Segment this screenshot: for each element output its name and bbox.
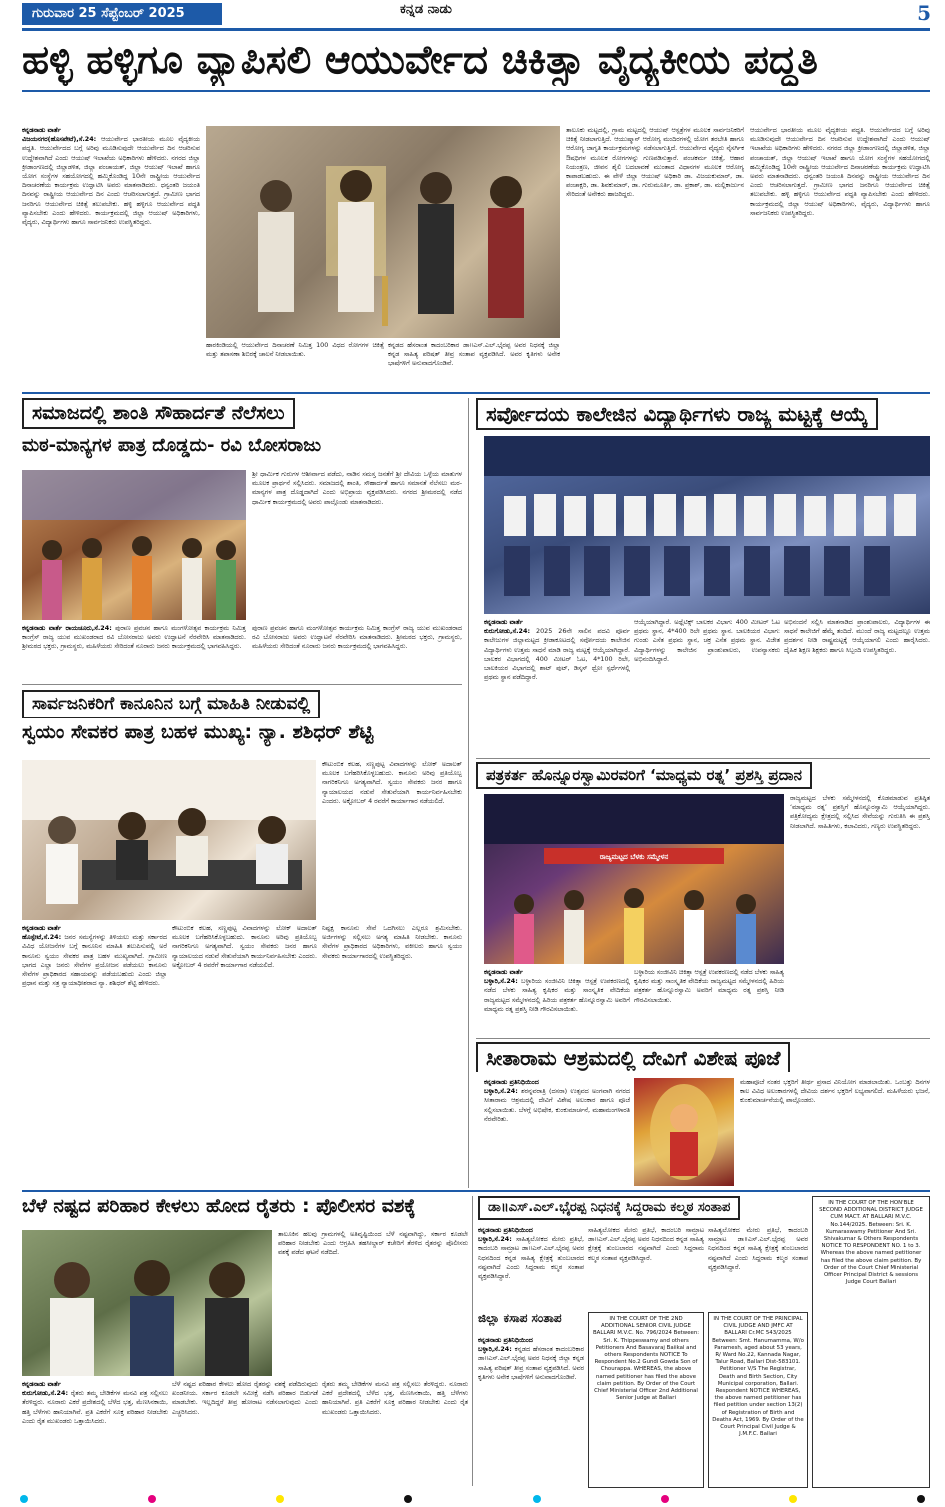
yellow-dot-icon <box>789 1495 797 1503</box>
byline: ಕನ್ನಡನಾಡು ವಾರ್ತೆ <box>484 618 523 626</box>
award-ceremony-photo-icon <box>484 794 784 964</box>
story4-headline-1: ಸಾರ್ವಜನಿಕರಿಗೆ ಕಾನೂನಿನ ಬಗ್ಗೆ ಮಾಹಿತಿ ನೀಡುವಲ್ಲಿ <box>22 690 462 718</box>
yellow-dot-icon <box>276 1495 284 1503</box>
dateline: ಹೊಸ್ಪೇಟೆ,ಸೆ.24: <box>22 933 62 942</box>
divider <box>476 758 930 759</box>
page-header <box>0 0 945 28</box>
magenta-dot-icon <box>148 1495 156 1503</box>
story2-photo <box>22 470 246 620</box>
byline: ಕನ್ನಡನಾಡು ಪ್ರತಿನಿಧಿಯಿಂದ <box>478 1226 533 1234</box>
dateline: ರಾಯಚೂರು,ಸೆ.24: <box>65 624 112 632</box>
story7-body-right: ತಾಲೂಕಿನ ಹಲವು ಗ್ರಾಮಗಳಲ್ಲಿ ಅತಿವೃಷ್ಟಿಯಿಂದ ಬೆಳೆ ನಷ್ಟವಾಗಿದ್ದು, ಸರ್ಕಾರ ಕೂಡಲೇ ಪರಿಹಾರ ನೀಡಬೇಕು ಎಂದು ಆಗ್ರಹಿಸಿ ತಹಸೀಲ್ದಾರ್ ಕಚೇರಿಗೆ ತೆರಳಿದ ರೈತರನ್ನು ಪೊಲೀಸರು ವಶಕ್ಕೆ ಪಡೆದ ಘಟನೆ ನಡೆದಿದೆ. <box>278 1230 468 1257</box>
dateline: ಬಳ್ಳಾರಿ,ಸೆ.24: <box>478 1345 512 1354</box>
divider <box>476 1038 930 1039</box>
story8-headline: ಡಾ॥ಎಸ್.ಎಲ್.ಭೈರಪ್ಪ ನಿಧನಕ್ಕೆ ಸಿದ್ದರಾಮ ಕಲ್ಮಠ ಸಂತಾಪ <box>478 1196 808 1222</box>
farmers-photo-icon <box>22 1230 272 1376</box>
story9-body: ಕನ್ನಡನಾಡು ಪ್ರತಿನಿಧಿಯಿಂದ ಬಳ್ಳಾರಿ,ಸೆ.24: ಕನ್ನಡದ ಹೆಸರಾಂತ ಕಾದಂಬರಿಕಾರ ಡಾ॥ಎಸ್.ಎಲ್.ಭೈರಪ್ಪ ಅವರ ನಿಧನಕ್ಕೆ ಜಿಲ್ಲಾ ಕನ್ನಡ ಸಾಹಿತ್ಯ ಪರಿಷತ್ ತೀವ್ರ ಸಂತಾಪ ವ್ಯಕ್ತಪಡಿಸಿದೆ. ಅವರ ಕೃತಿಗಳು ಅನೇಕ ಭಾಷೆಗಳಿಗೆ ಅನುವಾದಗೊಂಡಿವೆ. <box>478 1336 584 1381</box>
byline: ಕನ್ನಡನಾಡು ವಾರ್ತೆ <box>22 624 63 632</box>
story2-body-right-2: ಪುರಾಣ ಪ್ರವಚನ ಹಾಗೂ ಮಂಗಳೋತ್ಸವ ಕಾರ್ಯಕ್ರಮ ನಿಮಿತ್ತ ಕಾಂಗ್ರೆಸ್ ರಾಜ್ಯ ಯುವ ಮುಖಂಡರಾದ ರವಿ ಬೋಸರಾಜು ಅವರು ಉದ್ಘಾಟನೆ ನೆರವೇರಿಸಿ ಮಾತನಾಡಿದರು. ಶ್ರೀಮಠದ ಭಕ್ತರು, ಗ್ರಾಮಸ್ಥರು, ಮಹಿಳೆಯರು ಸೇರಿದಂತೆ ನೂರಾರು ಜನರು ಕಾರ್ಯಕ್ರಮದಲ್ಲಿ ಭಾಗವಹಿಸಿದ್ದರು. <box>252 624 462 651</box>
story1-caption: ಹಾರಕಿಂಡಿಯಲ್ಲಿ ಆಯುರ್ವೇದ ದಿನಾಚರಣೆ ನಿಮಿತ್ತ 100 ವಿಧದ ರೋಗಗಳ ಚಿಕಿತ್ಸೆ ಮತ್ತು ತಪಾಸಣಾ ಶಿಬಿರಕ್ಕೆ ಚಾಲನೆ ನೀಡಲಾಯಿತು. <box>206 341 384 358</box>
dateline: ವಿಜಯನಗರ(ಹೊಸಪೇಟೆ),ಸೆ.24: <box>22 135 97 144</box>
byline: ಕನ್ನಡನಾಡು ವಾರ್ತೆ <box>22 924 61 932</box>
divider <box>22 684 462 685</box>
story7-body-col3: ರೈತರು ತಮ್ಮ ಬೇಡಿಕೆಗಳ ಮನವಿ ಪತ್ರ ಸಲ್ಲಿಸಲು ತೆರಳಿದ್ದರು. ನೂರಾರು ಎಕರೆ ಪ್ರದೇಶದಲ್ಲಿ ಬೆಳೆದ ಭತ್ತ, ಮೆಣಸಿನಕಾಯಿ, ಹತ್ತಿ ಬೆಳೆಗಳು ಹಾನಿಯಾಗಿವೆ. ಪ್ರತಿ ಎಕರೆಗೆ ಸೂಕ್ತ ಪರಿಹಾರ ನೀಡಬೇಕು ಎಂದು ರೈತ ಮುಖಂಡರು ಒತ್ತಾಯಿಸಿದರು. <box>322 1380 468 1416</box>
story2-body-right: ಶ್ರೀ ಧಾರ್ಮಿಕ ಗುರುಗಳ ಆಶೀರ್ವಾದ ಪಡೆದು, ನಾಡಿನ ಸಮಸ್ತ ಜನತೆಗೆ ಶ್ರೀ ದೇವಿಯ ಒಳ್ಳೆಯ ಮಾತುಗಳ ಮೂಲಕ ಪ್ರಾರ್ಥನೆ ಸಲ್ಲಿಸಿದರು. ಸಮಾಜದಲ್ಲಿ ಶಾಂತಿ, ಸೌಹಾರ್ದತೆ ಹಾಗೂ ಸಮಾನತೆ ನೆಲೆಸಲು ಮಠ-ಮಾನ್ಯಗಳ ಪಾತ್ರ ದೊಡ್ಡದಾಗಿದೆ ಎಂದು ಅಭಿಪ್ರಾಯ ವ್ಯಕ್ತಪಡಿಸಿದರು. ನಗರದ ಶ್ರೀಮಠದಲ್ಲಿ ನಡೆದ ಧಾರ್ಮಿಕ ಕಾರ್ಯಕ್ರಮದಲ್ಲಿ ಅವರು ಪಾಲ್ಗೊಂಡು ಮಾತನಾಡಿದರು. <box>252 470 462 506</box>
masthead: ಕನ್ನಡ ನಾಡು <box>400 2 452 17</box>
court-notice-3: IN THE COURT OF THE HON'BLE SECOND ADDITIONAL DISTRICT JUDGE CUM MACT. AT BALLARI M.V.C. No.144/2025. Between: Sri. K. Kumaraswamy Petitioner And Sri. Shivakumar & Others Respondents NOTICE TO RESPONDENT NO. 1 to 3. Whereas the above named petitioner has filed the above claim petition. By Order of the Court Chief Ministerial Officer Principal District & sessions Judge Court Ballari <box>812 1196 930 1488</box>
dateline: ಬಳ್ಳಾರಿ,ಸೆ.24: <box>484 977 518 986</box>
story3-body-col2: ಆಯ್ಕೆಯಾಗಿದ್ದಾರೆ. ಅಥ್ಲೆಟಿಕ್ಸ್ ಬಾಲಕರ ವಿಭಾಗ: 400 ಮೀಟರ್ ಓಟ ಪ್ರಥಮ ಸ್ಥಾನ, 4*400 ರಿಲೇ ಪ್ರಥಮ ಸ್ಥಾನ. ಬಾಲಕಿಯರ ವಿಭಾಗ: ಗುಂಡು ಎಸೆತ ಪ್ರಥಮ ಸ್ಥಾನ, ಚಕ್ರ ಎಸೆತ ಪ್ರಥಮ ಸ್ಥಾನ. ವಿಜೇತ ವಿದ್ಯಾರ್ಥಿಗಳನ್ನು ಕಾಲೇಜಿನ ಪ್ರಾಂಶುಪಾಲರು, ಉಪನ್ಯಾಸಕರು ಅಭಿನಂದಿಸಿದ್ದಾರೆ. <box>634 618 780 663</box>
story4-body-right: ಕೌಟುಂಬಿಕ ಕಲಹ, ಸಣ್ಣಪುಟ್ಟ ವಿವಾದಗಳನ್ನು ಲೋಕ್ ಅದಾಲತ್ ಮೂಲಕ ಬಗೆಹರಿಸಿಕೊಳ್ಳಬಹುದು. ಕಾನೂನು ಅರಿವು ಪ್ರತಿಯೊಬ್ಬ ನಾಗರಿಕನಿಗೂ ಅಗತ್ಯವಾಗಿದೆ. ಸ್ವಯಂ ಸೇವಕರು ಜನರ ಹಾಗೂ ನ್ಯಾಯಾಲಯದ ನಡುವೆ ಸೇತುವೆಯಾಗಿ ಕಾರ್ಯನಿರ್ವಹಿಸಬೇಕು ಎಂದರು. ಅಕ್ಟೋಬರ್ 4 ರವರೆಗೆ ಕಾರ್ಯಾಗಾರ ನಡೆಯಲಿದೆ. <box>322 760 462 805</box>
story1-photo <box>206 126 560 338</box>
lead-headline: ಹಳ್ಳಿ ಹಳ್ಳಿಗೂ ವ್ಯಾಪಿಸಲಿ ಆಯುರ್ವೇದ ಚಿಕಿತ್ಸಾ ವೈದ್ಯಕೀಯ ಪದ್ಧತಿ <box>22 38 818 83</box>
byline: ಕನ್ನಡನಾಡು ವಾರ್ತೆ <box>22 1380 61 1388</box>
dateline: ಕುರುಗೋಡು,ಸೆ.24: <box>484 627 531 636</box>
issue-date: ಗುರುವಾರ 25 ಸೆಪ್ಟೆಂಬರ್ 2025 <box>22 3 222 25</box>
column-divider <box>472 1196 473 1486</box>
temple-gathering-photo-icon <box>22 470 246 620</box>
dateline: ಬಳ್ಳಾರಿ,ಸೆ.24: <box>478 1235 512 1244</box>
story3-body-col1: ಕನ್ನಡನಾಡು ವಾರ್ತೆ ಕುರುಗೋಡು,ಸೆ.24: 2025 26ನೇ ಸಾಲಿನ ಪದವಿ ಪೂರ್ವ ಕಾಲೇಜುಗಳ ಜಿಲ್ಲಾಮಟ್ಟದ ಕ್ರೀಡಾಕೂಟದಲ್ಲಿ ಸರ್ವೋದಯ ಕಾಲೇಜಿನ ವಿದ್ಯಾರ್ಥಿಗಳು ಉತ್ತಮ ಸಾಧನೆ ಮಾಡಿ ರಾಜ್ಯ ಮಟ್ಟಕ್ಕೆ ಆಯ್ಕೆಯಾಗಿದ್ದಾರೆ. ಬಾಲಕರ ವಿಭಾಗದಲ್ಲಿ 400 ಮೀಟರ್ ಓಟ, 4*100 ರಿಲೇ, ಬಾಲಕಿಯರ ವಿಭಾಗದಲ್ಲಿ ಶಾಟ್ ಪುಟ್, ಡಿಸ್ಕಸ್ ಥ್ರೋ ಸ್ಪರ್ಧೆಗಳಲ್ಲಿ ಪ್ರಥಮ ಸ್ಥಾನ ಪಡೆದಿದ್ದಾರೆ. <box>484 618 630 682</box>
story4-headline-2: ಸ್ವಯಂ ಸೇವಕರ ಪಾತ್ರ ಬಹಳ ಮುಖ್ಯ: ನ್ಯಾ. ಶಶಿಧರ್ ಶೆಟ್ಟಿ <box>22 722 374 743</box>
story1-body-left <box>22 126 200 388</box>
story5-body-right: ರಾಜ್ಯಮಟ್ಟದ ಬೆಳಕು ಸಮ್ಮೇಳನದಲ್ಲಿ ಕೊಡಮಾಡುವ ಪ್ರತಿಷ್ಠಿತ ‘ಮಾಧ್ಯಮ ರತ್ನ’ ಪ್ರಶಸ್ತಿಗೆ ಹೊನ್ನೂರಸ್ವಾಮಿ ಆಯ್ಕೆಯಾಗಿದ್ದರು. ಪತ್ರಿಕೋದ್ಯಮ ಕ್ಷೇತ್ರದಲ್ಲಿ ಸಲ್ಲಿಸಿದ ಸೇವೆಯನ್ನು ಗುರುತಿಸಿ ಈ ಪ್ರಶಸ್ತಿ ನೀಡಲಾಗಿದೆ. ಸಾಹಿತಿಗಳು, ಕಲಾವಿದರು, ಗಣ್ಯರು ಉಪಸ್ಥಿತರಿದ್ದರು. <box>790 794 930 830</box>
story7-headline: ಬೆಳೆ ನಷ್ಟದ ಪರಿಹಾರ ಕೇಳಲು ಹೋದ ರೈತರು : ಪೊಲೀಸರ ವಶಕ್ಕೆ <box>22 1196 416 1217</box>
story1-body-right-2: ಆಯುರ್ವೇದ ಭಾರತೀಯ ಮೂಲ ವೈದ್ಯಕೀಯ ಪದ್ಧತಿ. ಆಯುರ್ವೇದದ ಬಗ್ಗೆ ಅರಿವು ಮೂಡಿಸುವುದೇ ಆಯುರ್ವೇದ ದಿನ ಆಚರಿಸುವ ಉದ್ದೇಶವಾಗಿದೆ ಎಂದು ಆಯುಷ್ ಇಲಾಖೆಯ ಅಧಿಕಾರಿಗಳು ಹೇಳಿದರು. ನಗರದ ಜಿಲ್ಲಾ ಕ್ರೀಡಾಂಗಣದಲ್ಲಿ ಜಿಲ್ಲಾಡಳಿತ, ಜಿಲ್ಲಾ ಪಂಚಾಯತ್, ಜಿಲ್ಲಾ ಆಯುಷ್ ಇಲಾಖೆ ಹಾಗೂ ಯೋಗ ಸಂಸ್ಥೆಗಳ ಸಹಯೋಗದಲ್ಲಿ ಹಮ್ಮಿಕೊಂಡಿದ್ದ 10ನೇ ರಾಷ್ಟ್ರೀಯ ಆಯುರ್ವೇದ ದಿನಾಚರಣೆಯ ಕಾರ್ಯಕ್ರಮ ಉದ್ಘಾಟಿಸಿ ಅವರು ಮಾತನಾಡಿದರು. ಧನ್ವಂತರಿ ಜಯಂತಿ ದಿನವನ್ನು ರಾಷ್ಟ್ರೀಯ ಆಯುರ್ವೇದ ದಿನ ಎಂದು ಆಚರಿಸಲಾಗುತ್ತದೆ. ಗ್ರಾಮೀಣ ಭಾಗದ ಜನರಿಗೂ ಆಯುರ್ವೇದ ಚಿಕಿತ್ಸೆ ತಲುಪಬೇಕು. ಹಳ್ಳಿ ಹಳ್ಳಿಗೂ ಆಯುರ್ವೇದ ಪದ್ಧತಿ ವ್ಯಾಪಿಸಬೇಕು ಎಂದು ಹೇಳಿದರು. ಕಾರ್ಯಕ್ರಮದಲ್ಲಿ ಜಿಲ್ಲಾ ಆಯುಷ್ ಅಧಿಕಾರಿಗಳು, ವೈದ್ಯರು, ವಿದ್ಯಾರ್ಥಿಗಳು ಹಾಗೂ ಸಾರ್ವಜನಿಕರು ಉಪಸ್ಥಿತರಿದ್ದರು. <box>750 126 930 217</box>
story6-body-col2: ಮಹಾಪೂಜೆ ನಂತರ ಭಕ್ತರಿಗೆ ತೀರ್ಥ ಪ್ರಸಾದ ವಿನಿಯೋಗ ಮಾಡಲಾಯಿತು. ಒಂಬತ್ತು ದಿನಗಳ ಕಾಲ ವಿವಿಧ ಅಲಂಕಾರಗಳಲ್ಲಿ ದೇವಿಯ ದರ್ಶನ ಭಕ್ತರಿಗೆ ಲಭ್ಯವಾಗಲಿದೆ. ಮಹಿಳೆಯರು ಭಜನೆ, ಕುಂಕುಮಾರ್ಚನೆಯಲ್ಲಿ ಪಾಲ್ಗೊಂಡರು. <box>740 1078 930 1105</box>
story3-body-col3: ಅಭಿನಂದನೆ ಸಲ್ಲಿಸಿ ಮಾತನಾಡಿದ ಪ್ರಾಂಶುಪಾಲರು, ವಿದ್ಯಾರ್ಥಿಗಳ ಈ ಸಾಧನೆ ಕಾಲೇಜಿಗೆ ಹೆಮ್ಮೆ ತಂದಿದೆ. ಮುಂದೆ ರಾಜ್ಯ ಮಟ್ಟದಲ್ಲೂ ಉತ್ತಮ ಪ್ರದರ್ಶನ ನೀಡಿ ರಾಷ್ಟ್ರಮಟ್ಟಕ್ಕೆ ಆಯ್ಕೆಯಾಗಲಿ ಎಂದು ಹಾರೈಸಿದರು. ದೈಹಿಕ ಶಿಕ್ಷಣ ಶಿಕ್ಷಕರು ಹಾಗೂ ಸಿಬ್ಬಂದಿ ಉಪಸ್ಥಿತರಿದ್ದರು. <box>784 618 930 654</box>
story8-body-col1: ಕನ್ನಡನಾಡು ಪ್ರತಿನಿಧಿಯಿಂದ ಬಳ್ಳಾರಿ,ಸೆ.24: ಸಾಹಿತ್ಯಲೋಕದ ಮೇರು ಪ್ರತಿಭೆ, ಕಾದಂಬರಿ ಸಾಮ್ರಾಟ ಡಾ॥ಎಸ್.ಎಲ್.ಭೈರಪ್ಪ ಅವರ ನಿಧನದಿಂದ ಕನ್ನಡ ಸಾಹಿತ್ಯ ಕ್ಷೇತ್ರಕ್ಕೆ ತುಂಬಲಾರದ ನಷ್ಟವಾಗಿದೆ ಎಂದು ಸಿದ್ದರಾಮ ಕಲ್ಮಠ ಸಂತಾಪ ವ್ಯಕ್ತಪಡಿಸಿದ್ದಾರೆ. <box>478 1226 584 1281</box>
divider <box>22 1190 930 1192</box>
story5-headline: ಪತ್ರಕರ್ತ ಹೊನ್ನೂರಸ್ವಾಮಿರವರಿಗೆ ‘ಮಾಧ್ಯಮ ರತ್ನ’ ಪ್ರಶಸ್ತಿ ಪ್ರದಾನ <box>476 762 930 790</box>
divider <box>22 90 930 92</box>
story5-body-col2: ಬಳ್ಳಾರಿಯ ಸಂಜೀವಿನಿ ಚಿಕಿತ್ಸಾ ಆಸ್ಪತ್ರೆ ಉಪಕರಣದಲ್ಲಿ ನಡೆದ ಬೆಳಕು ಸಾಹಿತ್ಯ ಕೃಷಿಕರ ಮತ್ತು ಸಾಂಸ್ಕೃತಿಕ ವೇದಿಕೆಯ ರಾಜ್ಯಮಟ್ಟದ ಸಮ್ಮೇಳನದಲ್ಲಿ ಹಿರಿಯ ಪತ್ರಕರ್ತ ಹೊನ್ನೂರಸ್ವಾಮಿ ಅವರಿಗೆ ಮಾಧ್ಯಮ ರತ್ನ ಪ್ರಶಸ್ತಿ ನೀಡಿ ಗೌರವಿಸಲಾಯಿತು. <box>634 968 784 1004</box>
magenta-dot-icon <box>661 1495 669 1503</box>
story8-body-col2: ಸಾಹಿತ್ಯಲೋಕದ ಮೇರು ಪ್ರತಿಭೆ, ಕಾದಂಬರಿ ಸಾಮ್ರಾಟ ಡಾ॥ಎಸ್.ಎಲ್.ಭೈರಪ್ಪ ಅವರ ನಿಧನದಿಂದ ಕನ್ನಡ ಸಾಹಿತ್ಯ ಕ್ಷೇತ್ರಕ್ಕೆ ತುಂಬಲಾರದ ನಷ್ಟವಾಗಿದೆ ಎಂದು ಸಿದ್ದರಾಮ ಕಲ್ಮಠ ಸಂತಾಪ ವ್ಯಕ್ತಪಡಿಸಿದ್ದಾರೆ. <box>588 1226 704 1262</box>
story7-photo <box>22 1230 272 1376</box>
story1-body-right: ತಾಲೂಕು ಮಟ್ಟದಲ್ಲಿ, ಗ್ರಾಮ ಮಟ್ಟದಲ್ಲಿ ಆಯುಷ್ ಆಸ್ಪತ್ರೆಗಳ ಮೂಲಕ ಸಾರ್ವಜನಿಕರಿಗೆ ಚಿಕಿತ್ಸೆ ನೀಡಲಾಗುತ್ತಿದೆ. ಆಯುಷ್ಮಾನ್ ಆರೋಗ್ಯ ಮಂದಿರಗಳಲ್ಲಿ ಯೋಗ ತರಬೇತಿ ಹಾಗೂ ಆರೋಗ್ಯ ಜಾಗೃತಿ ಕಾರ್ಯಕ್ರಮಗಳನ್ನು ನಡೆಸಲಾಗುತ್ತಿದೆ. ಆಯುರ್ವೇದ ವೈದ್ಯರು ನೈಸರ್ಗಿಕ ಔಷಧಿಗಳ ಮೂಲಕ ರೋಗಗಳನ್ನು ಗುಣಪಡಿಸುತ್ತಾರೆ. ಪಂಚಕರ್ಮ ಚಿಕಿತ್ಸೆ, ಆಹಾರ ನಿಯಂತ್ರಣ, ಜೀವನ ಶೈಲಿ ಬದಲಾವಣೆ ಮುಂತಾದ ವಿಧಾನಗಳ ಮೂಲಕ ಆರೋಗ್ಯ ಕಾಪಾಡಬಹುದು. ಈ ವೇಳೆ ಜಿಲ್ಲಾ ಆಯುಷ್ ಅಧಿಕಾರಿ ಡಾ. ವಿಜಯಕುಮಾರ್, ಡಾ. ಪಂಚಾಕ್ಷರಿ, ಡಾ. ಶಿವಕುಮಾರ್, ಡಾ. ಗುರುಮೂರ್ತಿ, ಡಾ. ಪ್ರಕಾಶ್, ಡಾ. ಮಲ್ಲಿಕಾರ್ಜುನ ಸೇರಿದಂತೆ ಅನೇಕರು ಹಾಜರಿದ್ದರು. <box>566 126 744 199</box>
byline: ಕನ್ನಡನಾಡು ವಾರ್ತೆ <box>484 968 523 976</box>
byline: ಕನ್ನಡನಾಡು ಪ್ರತಿನಿಧಿಯಿಂದ <box>478 1336 533 1344</box>
students-group-photo-icon <box>484 436 930 614</box>
story3-headline: ಸರ್ವೋದಯ ಕಾಲೇಜಿನ ವಿದ್ಯಾರ್ಥಿಗಳು ರಾಜ್ಯ ಮಟ್ಟಕ್ಕೆ ಆಯ್ಕೆ <box>476 398 930 432</box>
black-dot-icon <box>404 1495 412 1503</box>
court-notice-2: IN THE COURT OF THE 2ND ADDITIONAL SENIOR CIVIL JUDGE BALLARI M.V.C. No. 796/2024 Between: Sri. K. Thippeswamy and others Petitioners And Basavaraj Baiikal and others Respondents NOTICE To Respondent No.2 Gundi Gowda Son of Chourappa. WHEREAS, the above named petitioner has filed the above claim petition. By Order of the Court Chief Ministerial Officer 2nd Additional Senior Judge at Ballari <box>588 1312 704 1488</box>
story5-photo <box>484 794 784 964</box>
story2-headline-2: ಮಠ-ಮಾನ್ಯಗಳ ಪಾತ್ರ ದೊಡ್ಡದು- ರವಿ ಬೋಸರಾಜು <box>22 436 322 456</box>
story6-photo <box>634 1078 734 1186</box>
byline: ಕನ್ನಡನಾಡು ವಾರ್ತೆ <box>22 126 61 134</box>
story4-body-col2: ಕೌಟುಂಬಿಕ ಕಲಹ, ಸಣ್ಣಪುಟ್ಟ ವಿವಾದಗಳನ್ನು ಲೋಕ್ ಅದಾಲತ್ ಮೂಲಕ ಬಗೆಹರಿಸಿಕೊಳ್ಳಬಹುದು. ಕಾನೂನು ಅರಿವು ಪ್ರತಿಯೊಬ್ಬ ನಾಗರಿಕನಿಗೂ ಅಗತ್ಯವಾಗಿದೆ. ಸ್ವಯಂ ಸೇವಕರು ಜನರ ಹಾಗೂ ನ್ಯಾಯಾಲಯದ ನಡುವೆ ಸೇತುವೆಯಾಗಿ ಕಾರ್ಯನಿರ್ವಹಿಸಬೇಕು ಎಂದರು. ಅಕ್ಟೋಬರ್ 4 ರವರೆಗೆ ಕಾರ್ಯಾಗಾರ ನಡೆಯಲಿದೆ. <box>172 924 317 969</box>
black-dot-icon <box>917 1495 925 1503</box>
byline: ಕನ್ನಡನಾಡು ಪ್ರತಿನಿಧಿಯಿಂದ <box>484 1078 539 1086</box>
story5-body-col1: ಕನ್ನಡನಾಡು ವಾರ್ತೆ ಬಳ್ಳಾರಿ,ಸೆ.24: ಬಳ್ಳಾರಿಯ ಸಂಜೀವಿನಿ ಚಿಕಿತ್ಸಾ ಆಸ್ಪತ್ರೆ ಉಪಕರಣದಲ್ಲಿ ನಡೆದ ಬೆಳಕು ಸಾಹಿತ್ಯ ಕೃಷಿಕರ ಮತ್ತು ಸಾಂಸ್ಕೃತಿಕ ವೇದಿಕೆಯ ರಾಜ್ಯಮಟ್ಟದ ಸಮ್ಮೇಳನದಲ್ಲಿ ಹಿರಿಯ ಪತ್ರಕರ್ತ ಹೊನ್ನೂರಸ್ವಾಮಿ ಅವರಿಗೆ ಮಾಧ್ಯಮ ರತ್ನ ಪ್ರಶಸ್ತಿ ನೀಡಿ ಗೌರವಿಸಲಾಯಿತು. <box>484 968 630 1013</box>
court-notice-1: IN THE COURT OF THE PRINCIPAL CIVIL JUDGE AND JMFC AT BALLARI Cr.MC 543/2025 Between: Smt. Hanumamma, W/o Paramesh, aged about 53 years, R/ Ward No.22, Kannada Nagar, Talur Road, Ballari Dist-583101. Petitioner V/S The Registrar, Death and Birth Section, City Municipal corporation, Ballari. Respondent NOTICE WHEREAS, the above named petitioner has filed petition under section 13(2) of Registration of Birth and Deaths Act, 1969. By Order of the Court Principal Civil Judge & J.M.F.C. Ballari <box>708 1312 808 1488</box>
story4-photo <box>22 760 316 920</box>
column-divider <box>468 398 469 1188</box>
story8-body-col3: ಸಾಹಿತ್ಯಲೋಕದ ಮೇರು ಪ್ರತಿಭೆ, ಕಾದಂಬರಿ ಸಾಮ್ರಾಟ ಡಾ॥ಎಸ್.ಎಲ್.ಭೈರಪ್ಪ ಅವರ ನಿಧನದಿಂದ ಕನ್ನಡ ಸಾಹಿತ್ಯ ಕ್ಷೇತ್ರಕ್ಕೆ ತುಂಬಲಾರದ ನಷ್ಟವಾಗಿದೆ ಎಂದು ಸಿದ್ದರಾಮ ಕಲ್ಮಠ ಸಂತಾಪ ವ್ಯಕ್ತಪಡಿಸಿದ್ದಾರೆ. <box>708 1226 808 1271</box>
registration-marks <box>0 1495 945 1505</box>
header-rule <box>22 28 930 31</box>
stage-banner: ರಾಜ್ಯಮಟ್ಟದ ಬೆಳಕು ಸಮ್ಮೇಳನ <box>544 850 724 864</box>
story1-text: ಆಯುರ್ವೇದ ಭಾರತೀಯ ಮೂಲ ವೈದ್ಯಕೀಯ ಪದ್ಧತಿ. ಆಯುರ್ವೇದದ ಬಗ್ಗೆ ಅರಿವು ಮೂಡಿಸುವುದೇ ಆಯುರ್ವೇದ ದಿನ ಆಚರಿಸುವ ಉದ್ದೇಶವಾಗಿದೆ ಎಂದು ಆಯುಷ್ ಇಲಾಖೆಯ ಅಧಿಕಾರಿಗಳು ಹೇಳಿದರು. ನಗರದ ಜಿಲ್ಲಾ ಕ್ರೀಡಾಂಗಣದಲ್ಲಿ ಜಿಲ್ಲಾಡಳಿತ, ಜಿಲ್ಲಾ ಪಂಚಾಯತ್, ಜಿಲ್ಲಾ ಆಯುಷ್ ಇಲಾಖೆ ಹಾಗೂ ಯೋಗ ಸಂಸ್ಥೆಗಳ ಸಹಯೋಗದಲ್ಲಿ ಹಮ್ಮಿಕೊಂಡಿದ್ದ 10ನೇ ರಾಷ್ಟ್ರೀಯ ಆಯುರ್ವೇದ ದಿನಾಚರಣೆಯ ಕಾರ್ಯಕ್ರಮ ಉದ್ಘಾಟಿಸಿ ಅವರು ಮಾತನಾಡಿದರು. ಧನ್ವಂತರಿ ಜಯಂತಿ ದಿನವನ್ನು ರಾಷ್ಟ್ರೀಯ ಆಯುರ್ವೇದ ದಿನ ಎಂದು ಆಚರಿಸಲಾಗುತ್ತದೆ. ಗ್ರಾಮೀಣ ಭಾಗದ ಜನರಿಗೂ ಆಯುರ್ವೇದ ಚಿಕಿತ್ಸೆ ತಲುಪಬೇಕು. ಹಳ್ಳಿ ಹಳ್ಳಿಗೂ ಆಯುರ್ವೇದ ಪದ್ಧತಿ ವ್ಯಾಪಿಸಬೇಕು ಎಂದು ಹೇಳಿದರು. ಕಾರ್ಯಕ್ರಮದಲ್ಲಿ ಜಿಲ್ಲಾ ಆಯುಷ್ ಅಧಿಕಾರಿಗಳು, ವೈದ್ಯರು, ವಿದ್ಯಾರ್ಥಿಗಳು ಹಾಗೂ ಸಾರ್ವಜನಿಕರು ಉಪಸ್ಥಿತರಿದ್ದರು. <box>22 135 200 227</box>
story4-body-col1: ಕನ್ನಡನಾಡು ವಾರ್ತೆ ಹೊಸ್ಪೇಟೆ,ಸೆ.24: ಜನರ ಸಮಸ್ಯೆಗಳನ್ನು ತಿಳಿಯಲು ಮತ್ತು ಸರ್ಕಾರದ ವಿವಿಧ ಯೋಜನೆಗಳ ಬಗ್ಗೆ ಕಾನೂನಿನ ಮಾಹಿತಿ ತಲುಪಿಸುವಲ್ಲಿ ಅರೆ ಕಾನೂನು ಸ್ವಯಂ ಸೇವಕರ ಪಾತ್ರ ಬಹಳ ಮುಖ್ಯವಾಗಿದೆ. ಗ್ರಾಮೀಣ ಭಾಗದ ಎಲ್ಲಾ ಜನರು ಸೇವೆಗಳ ಪ್ರಯೋಜನ ಪಡೆಯಲು ಕಾನೂನು ಸೇವೆಗಳ ಪ್ರಾಧಿಕಾರದ ಸಹಾಯವನ್ನು ಪಡೆಯಬಹುದು ಎಂದು ಜಿಲ್ಲಾ ಪ್ರಧಾನ ಮತ್ತು ಸತ್ರ ನ್ಯಾಯಾಧೀಶರಾದ ನ್ಯಾ. ಶಶಿಧರ್ ಶೆಟ್ಟಿ ಹೇಳಿದರು. <box>22 924 167 988</box>
story7-body-col1: ಕನ್ನಡನಾಡು ವಾರ್ತೆ ಕುರುಗೋಡು,ಸೆ.24: ರೈತರು ತಮ್ಮ ಬೇಡಿಕೆಗಳ ಮನವಿ ಪತ್ರ ಸಲ್ಲಿಸಲು ತೆರಳಿದ್ದರು. ನೂರಾರು ಎಕರೆ ಪ್ರದೇಶದಲ್ಲಿ ಬೆಳೆದ ಭತ್ತ, ಮೆಣಸಿನಕಾಯಿ, ಹತ್ತಿ ಬೆಳೆಗಳು ಹಾನಿಯಾಗಿವೆ. ಪ್ರತಿ ಎಕರೆಗೆ ಸೂಕ್ತ ಪರಿಹಾರ ನೀಡಬೇಕು ಎಂದು ರೈತ ಮುಖಂಡರು ಒತ್ತಾಯಿಸಿದರು. <box>22 1380 168 1425</box>
goddess-idol-photo-icon <box>634 1078 734 1186</box>
story4-body-col3: ನಿಷ್ಪಕ್ಷ ಕಾನೂನು ಸೇವೆ ಒದಗಿಸಲು ಎಲ್ಲರೂ ಶ್ರಮಿಸಬೇಕು. ಅರ್ಜಿಗಳನ್ನು ಸಲ್ಲಿಸಲು ಅಗತ್ಯ ಮಾಹಿತಿ ನೀಡಬೇಕು. ಕಾನೂನು ಸೇವೆಗಳ ಪ್ರಾಧಿಕಾರದ ಅಧಿಕಾರಿಗಳು, ವಕೀಲರು ಹಾಗೂ ಸ್ವಯಂ ಸೇವಕರು ಕಾರ್ಯಾಗಾರದಲ್ಲಿ ಉಪಸ್ಥಿತರಿದ್ದರು. <box>322 924 462 960</box>
page-number: 5 <box>917 1 931 25</box>
story3-photo <box>484 436 930 614</box>
dateline: ಕುರುಗೋಡು,ಸೆ.24: <box>22 1389 69 1398</box>
cyan-dot-icon <box>533 1495 541 1503</box>
story7-body-col2: ಬೆಳೆ ನಷ್ಟದ ಪರಿಹಾರ ಕೇಳಲು ಹೋದ ರೈತರನ್ನು ವಶಕ್ಕೆ ಪಡೆದಿರುವುದು ಖಂಡನೀಯ. ಸರ್ಕಾರ ಕೂಡಲೇ ಸಮೀಕ್ಷೆ ನಡೆಸಿ ಪರಿಹಾರ ಬಿಡುಗಡೆ ಮಾಡಬೇಕು. ಇಲ್ಲದಿದ್ದರೆ ತೀವ್ರ ಹೋರಾಟ ನಡೆಸಲಾಗುವುದು ಎಂದು ಎಚ್ಚರಿಸಿದರು. <box>172 1380 318 1416</box>
ceremony-photo-icon <box>206 126 560 338</box>
story2-headline-1: ಸಮಾಜದಲ್ಲಿ ಶಾಂತಿ ಸೌಹಾರ್ದತೆ ನೆಲೆಸಲು <box>22 398 462 432</box>
cyan-dot-icon <box>20 1495 28 1503</box>
story9-headline: ಜಿಲ್ಲಾ ಕಸಾಪ ಸಂತಾಪ <box>478 1312 562 1325</box>
divider <box>22 392 930 394</box>
story2-body-left: ಕನ್ನಡನಾಡು ವಾರ್ತೆ ರಾಯಚೂರು,ಸೆ.24: ಪುರಾಣ ಪ್ರವಚನ ಹಾಗೂ ಮಂಗಳೋತ್ಸವ ಕಾರ್ಯಕ್ರಮ ನಿಮಿತ್ತ ಕಾಂಗ್ರೆಸ್ ರಾಜ್ಯ ಯುವ ಮುಖಂಡರಾದ ರವಿ ಬೋಸರಾಜು ಅವರು ಉದ್ಘಾಟನೆ ನೆರವೇರಿಸಿ ಮಾತನಾಡಿದರು. ಶ್ರೀಮಠದ ಭಕ್ತರು, ಗ್ರಾಮಸ್ಥರು, ಮಹಿಳೆಯರು ಸೇರಿದಂತೆ ನೂರಾರು ಜನರು ಕಾರ್ಯಕ್ರಮದಲ್ಲಿ ಭಾಗವಹಿಸಿದ್ದರು. <box>22 624 246 651</box>
meeting-photo-icon <box>22 760 316 920</box>
story6-body-col1: ಕನ್ನಡನಾಡು ಪ್ರತಿನಿಧಿಯಿಂದ ಬಳ್ಳಾರಿ,ಸೆ.24: ಶರನ್ನವರಾತ್ರಿ (ದಸರಾ) ಉತ್ಸವದ ಅಂಗವಾಗಿ ನಗರದ ಸೀತಾರಾಮ ಆಶ್ರಮದಲ್ಲಿ ದೇವಿಗೆ ವಿಶೇಷ ಅಲಂಕಾರ ಹಾಗೂ ಪೂಜೆ ಸಲ್ಲಿಸಲಾಯಿತು. ಬೆಳಗ್ಗೆ ಅಭಿಷೇಕ, ಕುಂಕುಮಾರ್ಚನೆ, ಮಹಾಮಂಗಳಾರತಿ ನೆರವೇರಿತು. <box>484 1078 630 1123</box>
story1-caption-2: ಕನ್ನಡದ ಹೆಸರಾಂತ ಕಾದಂಬರಿಕಾರ ಡಾ॥ಎಸ್.ಎಲ್.ಭೈರಪ್ಪ ಅವರ ನಿಧನಕ್ಕೆ ಜಿಲ್ಲಾ ಕನ್ನಡ ಸಾಹಿತ್ಯ ಪರಿಷತ್ ತೀವ್ರ ಸಂತಾಪ ವ್ಯಕ್ತಪಡಿಸಿದೆ. ಅವರ ಕೃತಿಗಳು ಅನೇಕ ಭಾಷೆಗಳಿಗೆ ಅನುವಾದಗೊಂಡಿವೆ. <box>388 341 560 367</box>
dateline: ಬಳ್ಳಾರಿ,ಸೆ.24: <box>484 1087 518 1096</box>
story6-headline: ಸೀತಾರಾಮ ಆಶ್ರಮದಲ್ಲಿ ದೇವಿಗೆ ವಿಶೇಷ ಪೂಜೆ <box>476 1042 930 1072</box>
